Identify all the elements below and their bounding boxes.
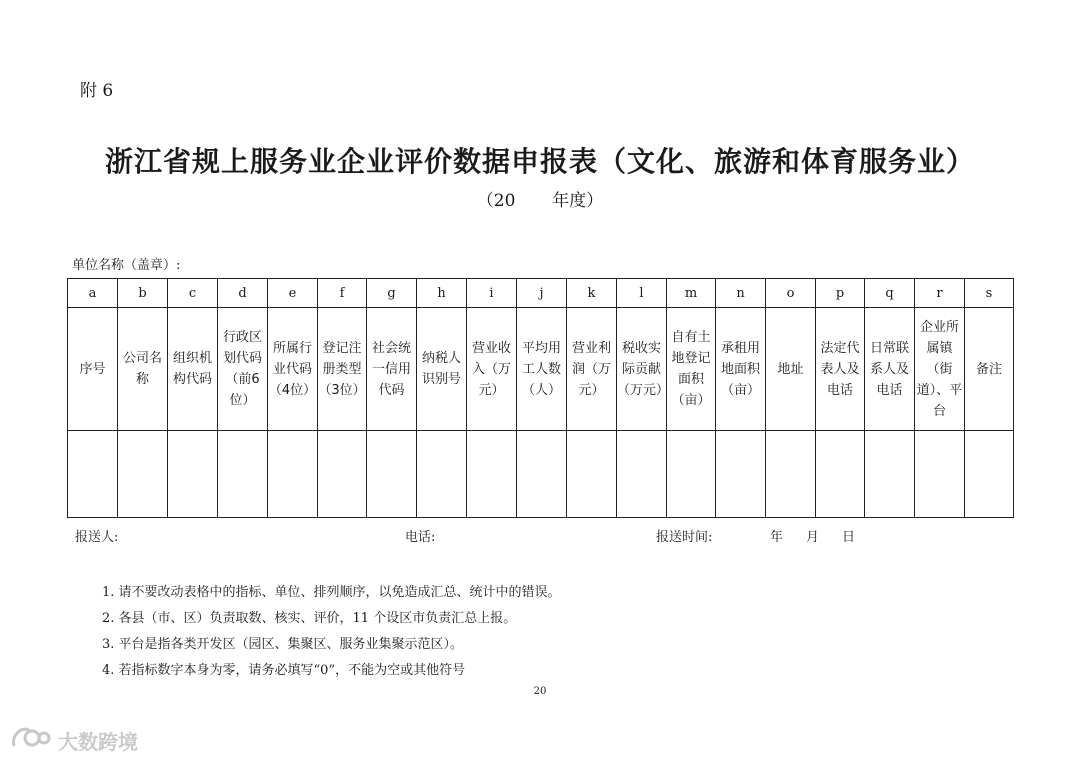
unit-name-label: 单位名称（盖章）: (72, 258, 181, 273)
col-header: 序号 (68, 308, 118, 431)
col-header: 自有土地登记面积（亩） (667, 308, 716, 431)
entry-cell[interactable] (467, 431, 517, 518)
col-header: 所属行业代码（4位） (268, 308, 318, 431)
entry-cell[interactable] (517, 431, 567, 518)
col-letter: e (268, 279, 318, 308)
col-letter: b (118, 279, 168, 308)
letter-row (68, 279, 1014, 308)
col-header: 企业所属镇（街道）、平台 (915, 308, 965, 431)
col-header: 营业收入（万元） (467, 308, 517, 431)
col-header: 营业利润（万元） (567, 308, 617, 431)
entry-cell[interactable] (367, 431, 417, 518)
col-letter: l (617, 279, 667, 308)
col-header: 日常联系人及电话 (865, 308, 915, 431)
year-label: 年 (770, 530, 784, 545)
col-letter: q (865, 279, 915, 308)
attachment-label: 附 6 (80, 81, 114, 101)
col-letter: p (816, 279, 865, 308)
col-letter: c (168, 279, 218, 308)
note-item: 1. 请不要改动表格中的指标、单位、排列顺序，以免造成汇总、统计中的错误。 (102, 585, 561, 600)
col-header: 平均用工人数（人） (517, 308, 567, 431)
col-letter: m (667, 279, 716, 308)
entry-cell[interactable] (965, 431, 1014, 518)
day-label: 日 (842, 530, 856, 545)
col-header: 备注 (965, 308, 1014, 431)
col-letter: k (567, 279, 617, 308)
col-header: 行政区划代码（前6位） (218, 308, 268, 431)
report-table (67, 278, 1014, 518)
col-header: 社会统一信用代码 (367, 308, 417, 431)
reporter-label: 报送人: (75, 530, 119, 545)
entry-cell[interactable] (68, 431, 118, 518)
entry-cell[interactable] (318, 431, 367, 518)
entry-cell[interactable] (667, 431, 716, 518)
entry-cell[interactable] (168, 431, 218, 518)
col-letter: o (766, 279, 816, 308)
col-letter: d (218, 279, 268, 308)
col-letter: h (417, 279, 467, 308)
entry-cell[interactable] (118, 431, 168, 518)
header-row (68, 308, 1014, 431)
page-number: 20 (533, 686, 547, 697)
watermark (10, 726, 138, 755)
entry-cell[interactable] (268, 431, 318, 518)
col-letter: a (68, 279, 118, 308)
entry-cell[interactable] (567, 431, 617, 518)
col-letter: f (318, 279, 367, 308)
col-letter: g (367, 279, 417, 308)
phone-label: 电话: (405, 530, 436, 545)
watermark-text: 大数跨境 (58, 730, 138, 754)
month-label: 月 (806, 530, 820, 545)
col-letter: r (915, 279, 965, 308)
notes-list (102, 580, 561, 684)
entry-cell[interactable] (865, 431, 915, 518)
report-time-label: 报送时间: (656, 530, 713, 545)
data-entry-row (68, 431, 1014, 518)
note-item: 4. 若指标数字本身为零，请务必填写“0”，不能为空或其他符号 (102, 663, 466, 678)
col-letter: n (716, 279, 766, 308)
form-title: 浙江省规上服务业企业评价数据申报表（文化、旅游和体育服务业） (104, 145, 975, 178)
col-letter: i (467, 279, 517, 308)
col-header: 公司名称 (118, 308, 168, 431)
col-letter: j (517, 279, 567, 308)
col-header: 法定代表人及电话 (816, 308, 865, 431)
chat-bubble-logo-icon (10, 726, 52, 755)
entry-cell[interactable] (766, 431, 816, 518)
col-header: 税收实际贡献（万元） (617, 308, 667, 431)
form-year (0, 186, 1080, 211)
entry-cell[interactable] (816, 431, 865, 518)
year-suffix: 年度） (552, 191, 604, 211)
col-letter: s (965, 279, 1014, 308)
entry-cell[interactable] (915, 431, 965, 518)
col-header: 登记注册类型（3位） (318, 308, 367, 431)
col-header: 组织机构代码 (168, 308, 218, 431)
note-item: 2. 各县（市、区）负责取数、核实、评价，11 个设区市负责汇总上报。 (102, 611, 517, 626)
col-header: 纳税人识别号 (417, 308, 467, 431)
year-prefix: （20 (476, 191, 516, 211)
note-item: 3. 平台是指各类开发区（园区、集聚区、服务业集聚示范区）。 (102, 637, 464, 652)
entry-cell[interactable] (716, 431, 766, 518)
entry-cell[interactable] (218, 431, 268, 518)
col-header: 地址 (766, 308, 816, 431)
entry-cell[interactable] (617, 431, 667, 518)
entry-cell[interactable] (417, 431, 467, 518)
col-header: 承租用地面积（亩） (716, 308, 766, 431)
